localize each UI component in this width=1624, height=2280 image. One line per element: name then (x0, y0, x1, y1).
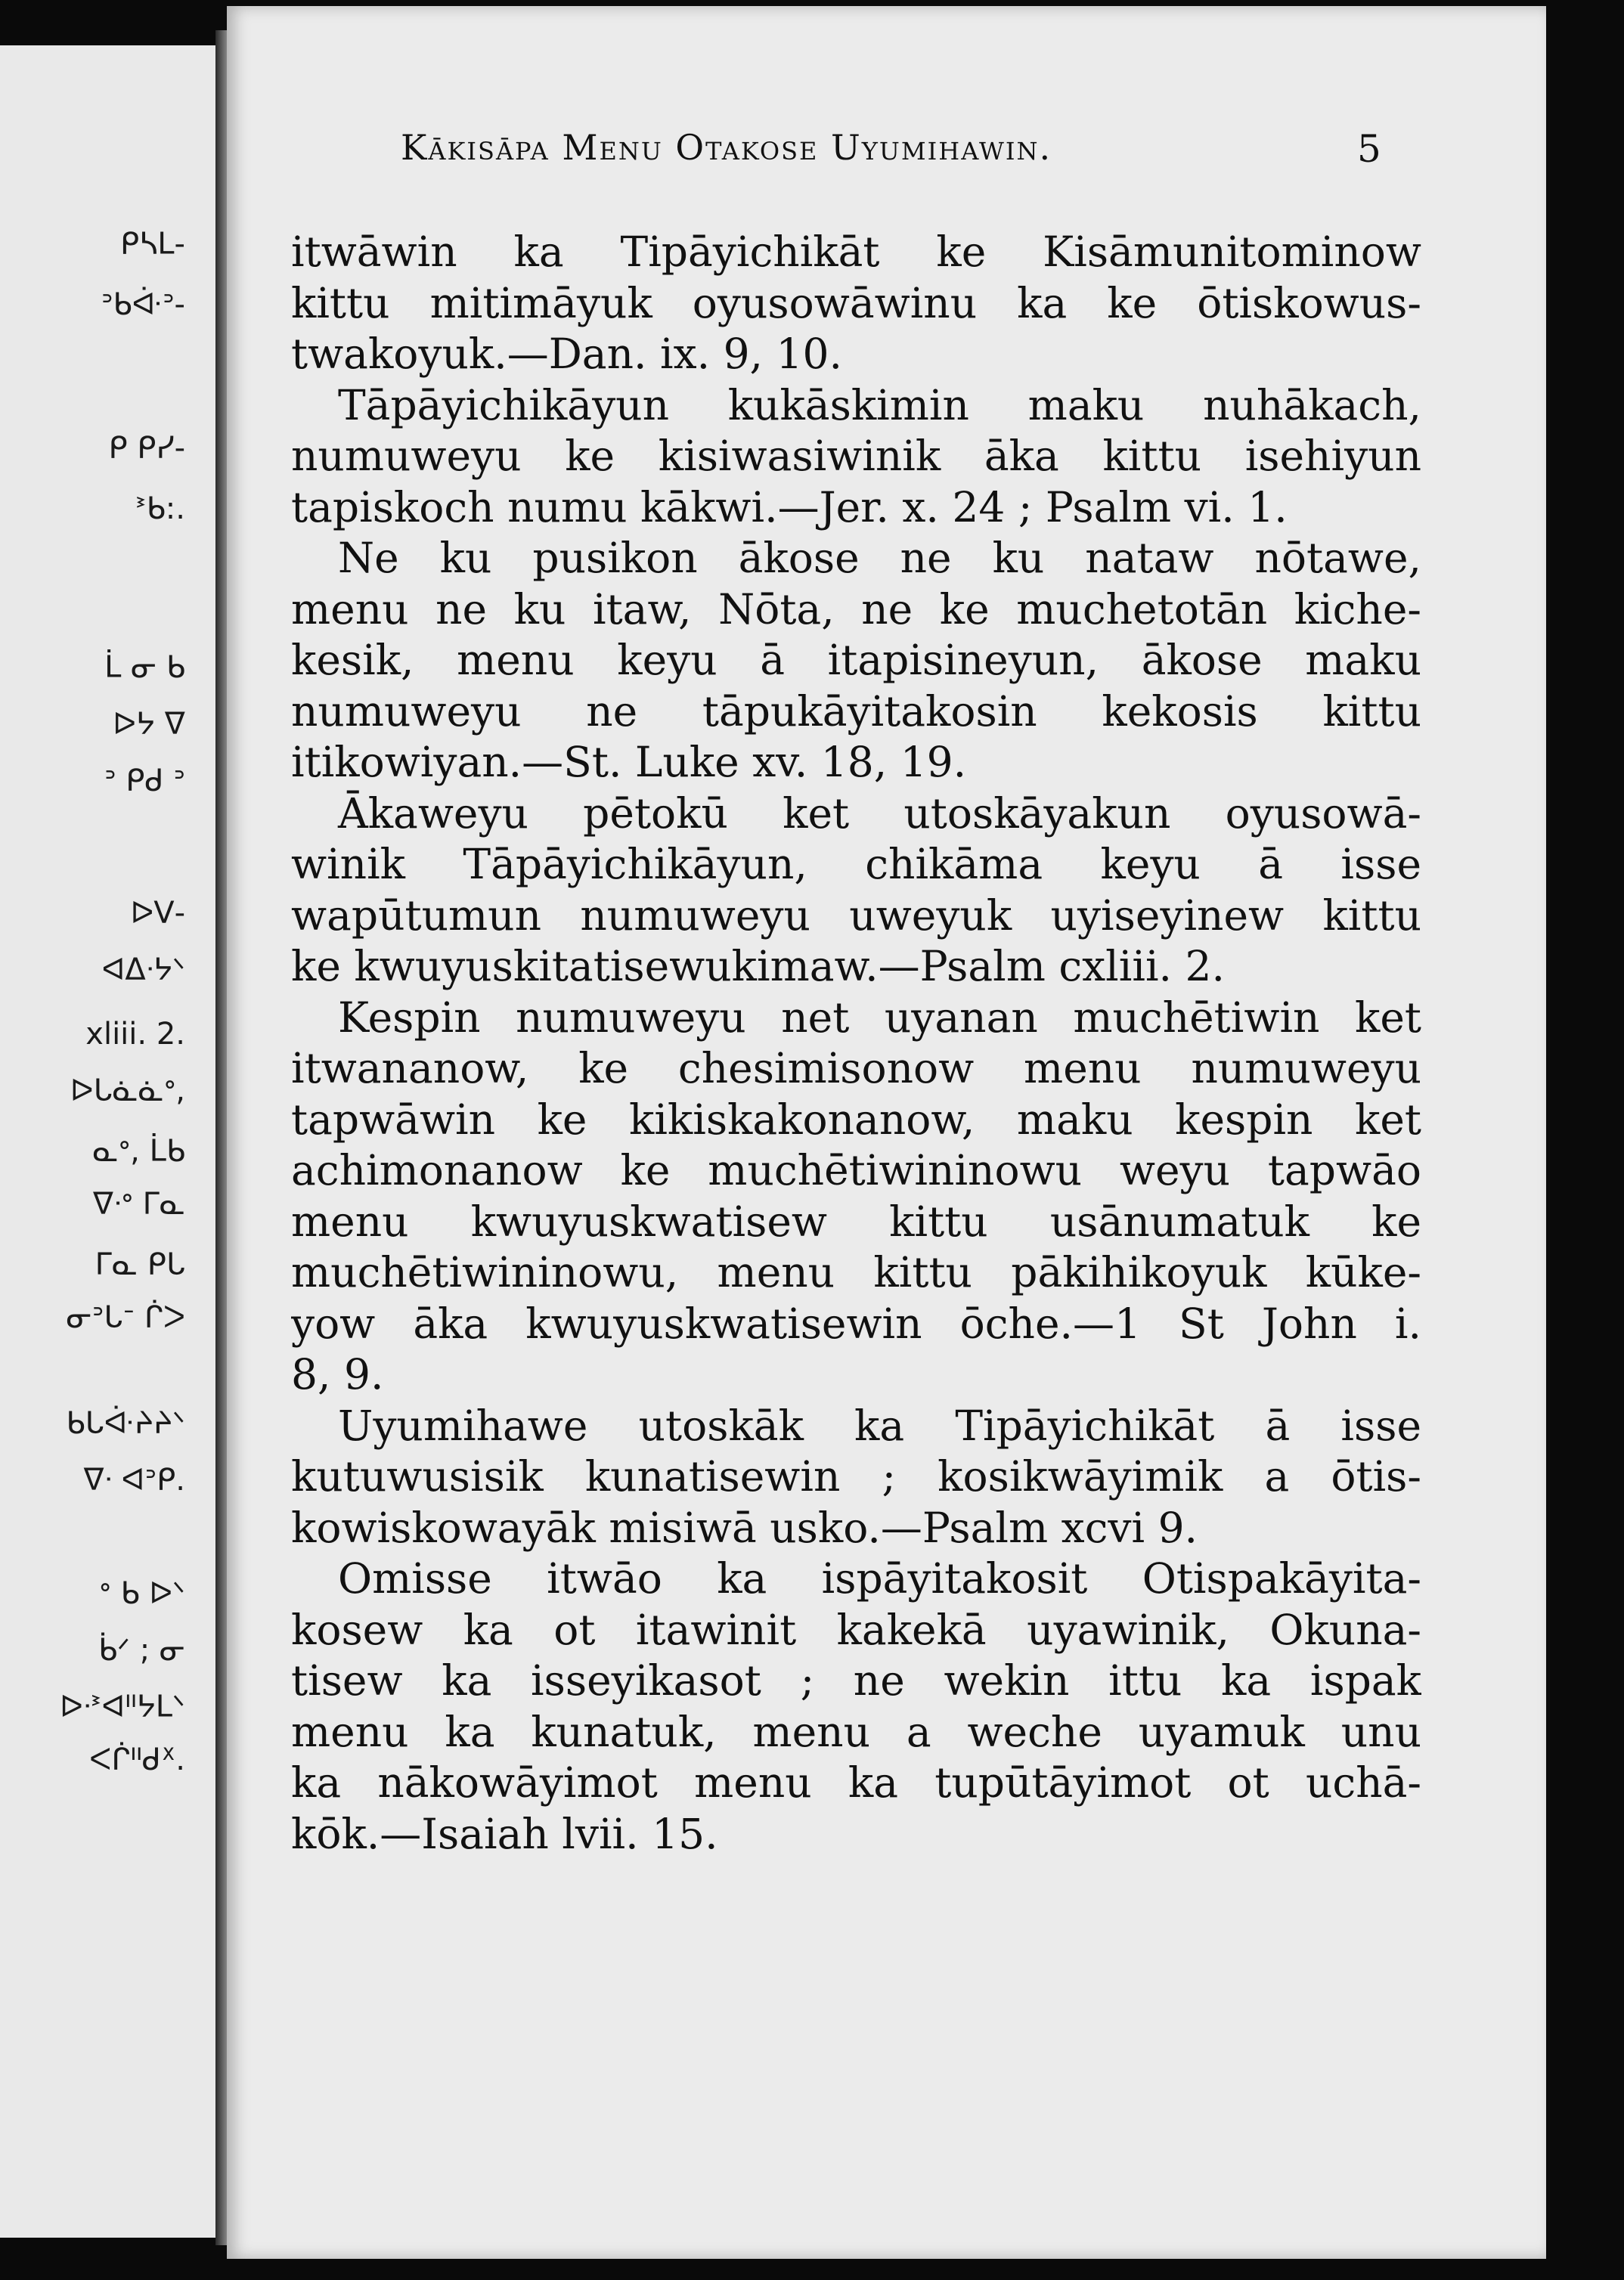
left-page-fragment-line: ᑳᐟ ; ᓂ (98, 1633, 185, 1668)
paragraph-first-line: Ākaweyu pētokū ket utoskāyakun oyusowā- (338, 788, 1421, 838)
body-text-line: kosew ka ot itawinit kakekā uyawinik, Okuna- (291, 1605, 1421, 1654)
left-page-fragment-line: ᐅᔭ ᐁ (113, 707, 185, 742)
left-page-fragment-line: ᑲᒐᐚᔨᔨᐠ (66, 1406, 185, 1441)
body-text-line: kutuwusisik kunatisewin ; kosikwāyimik a ōtis- (291, 1452, 1421, 1501)
left-page-fragment-line: ᓂᐣᒐᐨ ᒌᐳ (66, 1300, 185, 1335)
body-text-line: wapūtumun numuweyu uweyuk uyiseyinew kittu (291, 891, 1421, 940)
body-text-line: kōk.—Isaiah lvii. 15. (291, 1809, 718, 1858)
body-text-line: kittu mitimāyuk oyusowāwinu ka ke ōtiskowus- (291, 278, 1421, 327)
paragraph-first-line: Tāpāyichikāyun kukāskimin maku nuhākach, (338, 380, 1421, 429)
left-page-fragment-line: ᐁᐧ ᐊᐣᑭ. (83, 1463, 185, 1498)
body-text-line: kowiskowayāk misiwā usko.—Psalm xcvi 9. (291, 1503, 1198, 1552)
left-page-fragment-line: ᐅᐧᕑᐊᐦᔭᒪᐠ (60, 1690, 185, 1724)
body-text-line: yow āka kwuyuskwatisewin ōche.—1 St John i. (291, 1299, 1421, 1348)
left-page-fragment-line: ᐁᐧᐤ ᒥᓇ (92, 1187, 185, 1222)
left-page-fragment-line: ᒥᓇ ᑭᒐ (95, 1247, 185, 1282)
body-text-line: itikowiyan.—St. Luke xv. 18, 19. (291, 738, 967, 786)
body-text-line: tapiskoch numu kākwi.—Jer. x. 24 ; Psalm vi. 1. (291, 482, 1288, 531)
body-text-line: menu ka kunatuk, menu a weche uyamuk unu (291, 1707, 1421, 1756)
body-text-line: winik Tāpāyichikāyun, chikāma keyu ā isse (291, 840, 1421, 888)
body-text-line: numuweyu ne tāpukāyitakosin kekosis kittu (291, 686, 1421, 736)
previous-page-fragment (0, 45, 220, 2238)
left-page-fragment-line: ᑭ ᑭᓯ- (108, 431, 185, 466)
left-page-fragment-line: ᐅᐯ- (130, 896, 185, 931)
left-page-fragment-line: ᐤ ᑲ ᐅᐠ (99, 1576, 185, 1611)
body-text-line: itwāwin ka Tipāyichikāt ke Kisāmunitominow (291, 228, 1421, 276)
page-number: 5 (1357, 127, 1381, 171)
left-page-fragment-line: ᕑᑲ:. (135, 491, 185, 526)
paragraph-first-line: Kespin numuweyu net uyanan muchētiwin ket (338, 993, 1421, 1042)
body-text-line: 8, 9. (291, 1350, 384, 1399)
body-text-line: achimonanow ke muchētiwininowu weyu tapwāo (291, 1146, 1421, 1194)
left-page-fragment-line: ᐸᒌᐦᑯᕽ. (89, 1743, 185, 1777)
body-text-line: kesik, menu keyu ā itapisineyun, ākose maku (291, 636, 1421, 684)
body-text-line: twakoyuk.—Dan. ix. 9, 10. (291, 330, 842, 378)
paragraph-first-line: Ne ku pusikon ākose ne ku nataw nōtawe, (338, 534, 1421, 582)
left-page-fragment-line: xliii. 2. (85, 1017, 185, 1052)
body-text-line: muchētiwininowu, menu kittu pākihikoyuk kūke- (291, 1248, 1421, 1296)
body-text-line: itwananow, ke chesimisonow menu numuweyu (291, 1044, 1421, 1092)
body-text-line: menu kwuyuskwatisew kittu usānumatuk ke (291, 1197, 1421, 1246)
body-text-line: menu ne ku itaw, Nōta, ne ke muchetotān kiche- (291, 584, 1421, 634)
paragraph-first-line: Omisse itwāo ka ispāyitakosit Otispakāyita- (338, 1554, 1421, 1603)
left-page-fragment-line: ᐅᒐᓈᓈᐤ, (70, 1073, 185, 1108)
body-text-line: tisew ka isseyikasot ; ne wekin ittu ka ispak (291, 1656, 1421, 1705)
left-page-fragment-line: ᑭᓴᒪ- (120, 227, 185, 262)
left-page-fragment-line: ᐣ ᑭᑯ ᐣ (104, 764, 185, 798)
page-body-text (291, 227, 1421, 1860)
left-page-fragment-line: ᒫ ᓂ ᑲ (104, 650, 185, 685)
paragraph-first-line: Uyumihawe utoskāk ka Tipāyichikāt ā isse (338, 1401, 1421, 1450)
body-text-line: tapwāwin ke kikiskakonanow, maku kespin ket (291, 1095, 1421, 1144)
body-text-line: ka nākowāyimot menu ka tupūtāyimot ot uchā- (291, 1758, 1421, 1807)
body-text-line: numuweyu ke kisiwasiwinik āka kittu isehiyun (291, 432, 1421, 480)
left-page-fragment-line: ᓇᐤ, ᒫᑲ (92, 1134, 185, 1169)
left-page-fragment-line: ᐣᑲᐚᐣ- (101, 287, 185, 322)
running-head: Kākisāpa Menu Otakose Uyumihawin. (401, 127, 1052, 168)
left-page-fragment-line: ᐊᐃᐧᔭᐠ (101, 953, 185, 987)
body-text-line: ke kwuyuskitatisewukimaw.—Psalm cxliii. 2. (291, 942, 1225, 990)
